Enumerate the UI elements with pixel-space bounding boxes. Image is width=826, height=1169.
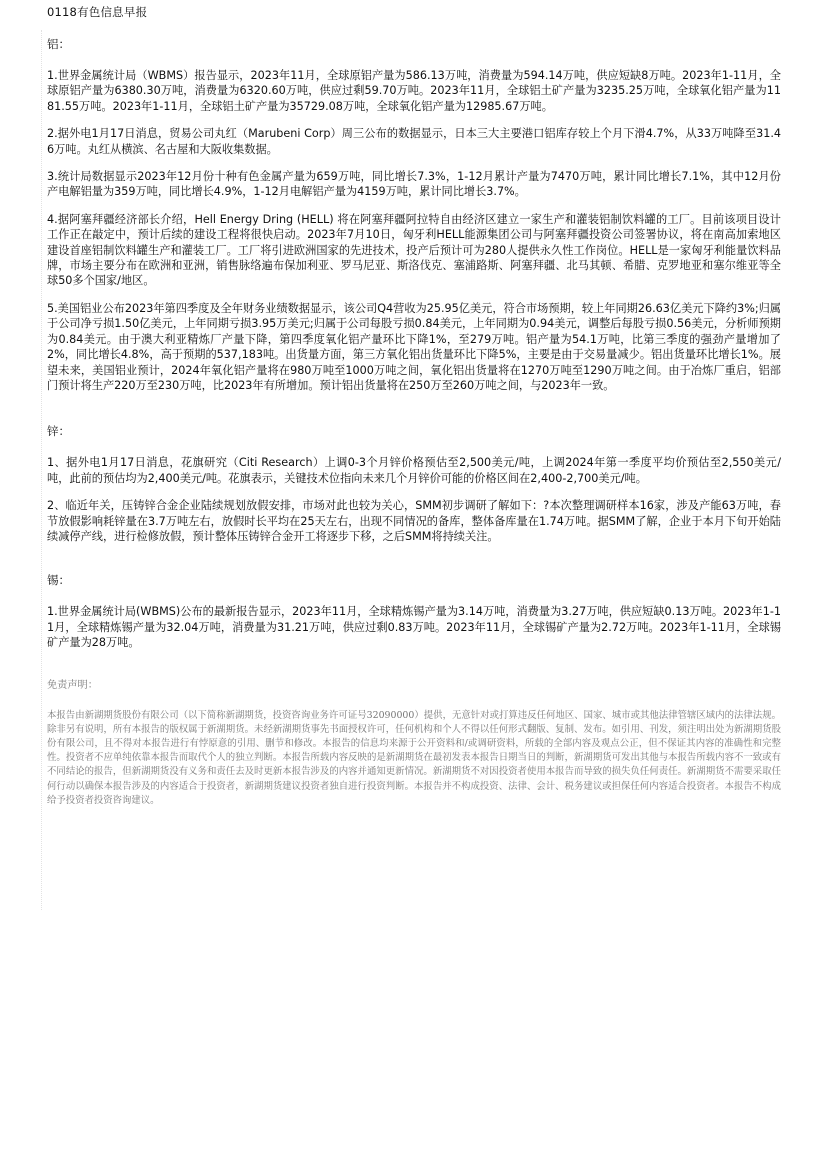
section-heading-zinc: 锌： [47, 424, 70, 439]
aluminum-paragraph: 5.美国铝业公布2023年第四季度及全年财务业绩数据显示，该公司Q4营收为25.95亿美元，符合市场预期，较上年同期26.63亿美元下降约3%;归属于公司净亏损1.50亿美元，上年同期亏损3.95万美元;归属于公司每股亏损0.84美元，上年同期为0.94美元，调整后每股亏损0.56美元，分析师预期为0.84美元。由于澳大利亚精炼厂产量下降，第四季度氧化铝产量环比下降1%，至279万吨。铝产量为54.1万吨，比第三季度的强劲产量增加了2%，同比增长4.8%，高于预期的537,183吨。出货量方面，第三方氧化铝出货量环比下降5%，主要是由于交易量减少。铝出货量环比增长1%。展望未来，美国铝业预计，2024年氧化铝产量将在980万吨至1000万吨之间，氧化铝出货量将在1270万吨至1290万吨之间。由于冶炼厂重启，铝部门预计将生产220万至230万吨，比2023年有所增加。预计铝出货量将在250万至260万吨之间，与2023年一致。 [47, 301, 781, 392]
zinc-paragraph: 2、临近年关，压铸锌合金企业陆续规划放假安排，市场对此也较为关心，SMM初步调研了解如下：?本次整理调研样本16家，涉及产能63万吨，春节放假影响耗锌量在3.7万吨左右，放假时长平均在25天左右，出现不同情况的备库，整体备库量在1.74万吨。据SMM了解，企业于本月下旬开始陆续减停产线，进行检修放假，预计整体压铸锌合金开工将逐步下移，之后SMM将持续关注。 [47, 499, 781, 543]
zinc-paragraph: 1、据外电1月17日消息，花旗研究（Citi Research）上调0-3个月锌价格预估至2,500美元/吨，上调2024年第一季度平均价预估至2,550美元/吨，此前的预估均为2,400美元/吨。花旗表示，关键技术位指向未来几个月锌价可能的价格区间在2,400-2,700美元/吨。 [47, 456, 781, 485]
section-tin [47, 572, 781, 650]
aluminum-paragraph: 4.据阿塞拜疆经济部长介绍，Hell Energy Dring (HELL) 将在阿塞拜疆阿拉特自由经济区建立一家生产和灌装铝制饮料罐的工厂。目前该项目设计工作正在敲定中，预计后续的建设工程将很快启动。2023年7月10日，匈牙利HELL能源集团公司与阿塞拜疆投资公司签署协议，将在南高加索地区建设首座铝制饮料罐生产和灌装工厂。工厂将引进欧洲国家的先进技术，投产后预计可为280人提供永久性工作岗位。HELL是一家匈牙利能量饮料品牌，市场主要分布在欧洲和亚洲，销售脉络遍布保加利亚、罗马尼亚、斯洛伐克、塞浦路斯、阿塞拜疆、北马其顿、希腊、克罗地亚和塞尔维亚等全球50多个国家/地区。 [47, 212, 781, 288]
aluminum-paragraph: 2.据外电1月17日消息，贸易公司丸红（Marubeni Corp）周三公布的数据显示，日本三大主要港口铝库存较上个月下滑4.7%，从33万吨降至31.46万吨。丸红从横滨、名古屋和大阪收集数据。 [47, 127, 781, 156]
tin-paragraph: 1.世界金属统计局(WBMS)公布的最新报告显示，2023年11月，全球精炼锡产量为3.14万吨，消费量为3.27万吨，供应短缺0.13万吨。2023年1-11月，全球精炼锡产量为32.04万吨，消费量为31.21万吨，供应过剩0.83万吨。2023年11月，全球锡矿产量为2.72万吨。2023年1-11月，全球锡矿产量为28万吨。 [47, 605, 781, 650]
section-disclaimer [47, 679, 781, 808]
aluminum-paragraph: 1.世界金属统计局（WBMS）报告显示，2023年11月，全球原铝产量为586.13万吨，消费量为594.14万吨，供应短缺8万吨。2023年1-11月，全球原铝产量为6380.30万吨，消费量为6320.60万吨，供应过剩59.70万吨。2023年11月，全球铝土矿产量为3235.25万吨，全球氧化铝产量为1181.55万吨。2023年1-11月，全球铝土矿产量为35729.08万吨，全球氧化铝产量为12985.67万吨。 [47, 69, 781, 113]
report-body [47, 36, 781, 808]
disclaimer-heading: 免责声明： [47, 679, 98, 691]
section-heading-tin: 锡： [47, 573, 70, 588]
aluminum-paragraph: 3.统计局数据显示2023年12月份十种有色金属产量为659万吨，同比增长7.3%，1-12月累计产量为7470万吨，累计同比增长7.1%，其中12月份产电解铝量为359万吨，同比增长4.9%，1-12月电解铝产量为4159万吨，累计同比增长3.7%。 [47, 170, 781, 199]
section-zinc [47, 423, 781, 544]
section-heading-aluminum: 铝： [47, 37, 70, 51]
section-aluminum [47, 36, 781, 393]
report-title: 0118有色信息早报 [47, 5, 148, 19]
disclaimer-text: 本报告由新湖期货股份有限公司（以下简称新湖期货，投资咨询业务许可证号32090000）提供，无意针对或打算违反任何地区、国家、城市或其他法律管辖区域内的法律法规。除非另有说明，所有本报告的版权属于新湖期货。未经新湖期货事先书面授权许可，任何机构和个人不得以任何形式翻版、复制、发布。如引用、刊发，须注明出处为新湖期货股份有限公司，且不得对本报告进行有悖原意的引用、删节和修改。本报告的信息均来源于公开资料和/或调研资料，所载的全部内容及观点公正，但不保证其内容的准确性和完整性。投资者不应单纯依靠本报告而取代个人的独立判断。本报告所载内容反映的是新湖期货在最初发表本报告日期当日的判断，新湖期货可发出其他与本报告所载内容不一致或有不同结论的报告，但新湖期货没有义务和责任去及时更新本报告涉及的内容并通知更新情况。新湖期货不对因投资者使用本报告而导致的损失负任何责任。新湖期货不需要采取任何行动以确保本报告涉及的内容适合于投资者，新湖期货建议投资者独自进行投资判断。本报告并不构成投资、法律、会计、税务建议或担保任何内容适合投资者。本报告不构成给予投资者投资咨询建议。 [47, 709, 781, 806]
margin-guide-line [41, 30, 42, 910]
